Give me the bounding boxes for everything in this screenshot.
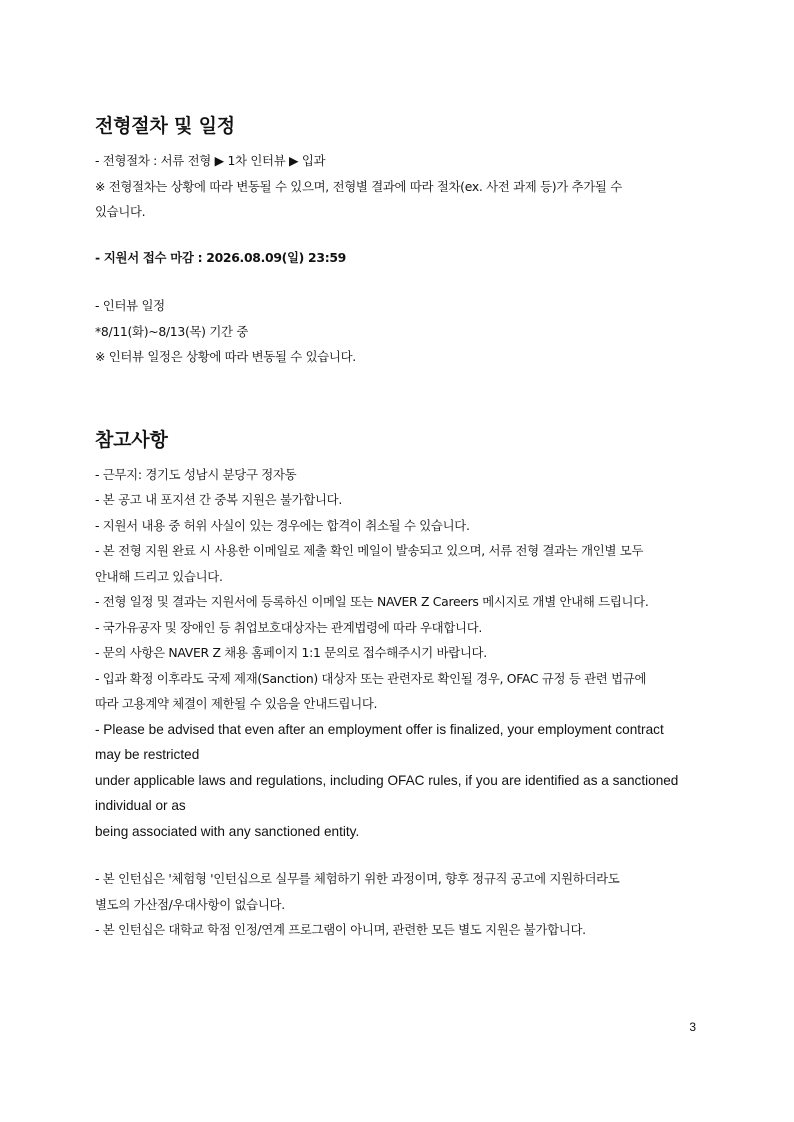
note-line: - 문의 사항은 NAVER Z 채용 홈페이지 1:1 문의로 접수해주시기 바랍니다. <box>95 645 487 660</box>
note-line: - 본 전형 지원 완료 시 사용한 이메일로 제출 확인 메일이 발송되고 있으며, 서류 전형 결과는 개인별 모두 <box>95 543 644 558</box>
spacer <box>95 270 695 293</box>
application-deadline: - 지원서 접수 마감 : 2026.08.09(일) 23:59 <box>95 249 346 265</box>
internship-note-line: - 본 인턴십은 '체험형 '인턴십으로 실무를 체험하기 위한 과정이며, 향후 정규직 공고에 지원하더라도 <box>95 871 620 886</box>
english-note-line: individual or as <box>95 798 186 813</box>
process-steps: - 전형절차 : 서류 전형 ▶ 1차 인터뷰 ▶ 입과 <box>95 153 326 168</box>
note-line: 안내해 드리고 있습니다. <box>95 568 223 584</box>
english-note-line: - Please be advised that even after an employment offer is finalized, your employment contract <box>95 721 664 737</box>
interview-period: *8/11(화)~8/13(목) 기간 중 <box>95 323 248 339</box>
process-note-cont: 있습니다. <box>95 204 146 219</box>
section-title-notes: 참고사항 <box>95 428 168 451</box>
internship-note-line: - 본 인턴십은 대학교 학점 인정/연계 프로그램이 아니며, 관련한 모든 별도 지원은 불가합니다. <box>95 922 586 937</box>
interview-note: ※ 인터뷰 일정은 상황에 따라 변동될 수 있습니다. <box>95 349 356 364</box>
page-content <box>95 110 695 943</box>
english-note-line: being associated with any sanctioned entity. <box>95 823 360 839</box>
note-line: 따라 고용계약 체결이 제한될 수 있음을 안내드립니다. <box>95 696 378 711</box>
spacer <box>95 225 695 245</box>
english-note-line: may be restricted <box>95 747 200 762</box>
section-title-process: 전형절차 및 일정 <box>95 115 235 137</box>
internship-note-line: 별도의 가산점/우대사항이 없습니다. <box>95 896 285 912</box>
process-note: ※ 전형절차는 상황에 따라 변동될 수 있으며, 전형별 결과에 따라 절차(ex. 사전 과제 등)가 추가될 수 <box>95 178 622 194</box>
spacer <box>95 370 695 424</box>
note-line: - 근무지: 경기도 성남시 분당구 정자동 <box>95 466 297 482</box>
note-line: - 지원서 내용 중 허위 사실이 있는 경우에는 합격이 취소될 수 있습니다. <box>95 517 470 533</box>
note-line: - 입과 확정 이후라도 국제 제재(Sanction) 대상자 또는 관련자로 확인될 경우, OFAC 규정 등 관련 법규에 <box>95 670 647 686</box>
page-number: 3 <box>689 1020 696 1034</box>
note-line: - 전형 일정 및 결과는 지원서에 등록하신 이메일 또는 NAVER Z Careers 메시지로 개별 안내해 드립니다. <box>95 594 649 609</box>
english-note-line: under applicable laws and regulations, including OFAC rules, if you are identified as a sanctioned <box>95 772 679 788</box>
note-line: - 국가유공자 및 장애인 등 취업보호대상자는 관계법령에 따라 우대합니다. <box>95 619 482 635</box>
note-line: - 본 공고 내 포지션 간 중복 지원은 불가합니다. <box>95 492 342 507</box>
spacer <box>95 844 695 866</box>
interview-schedule-label: - 인터뷰 일정 <box>95 298 165 313</box>
